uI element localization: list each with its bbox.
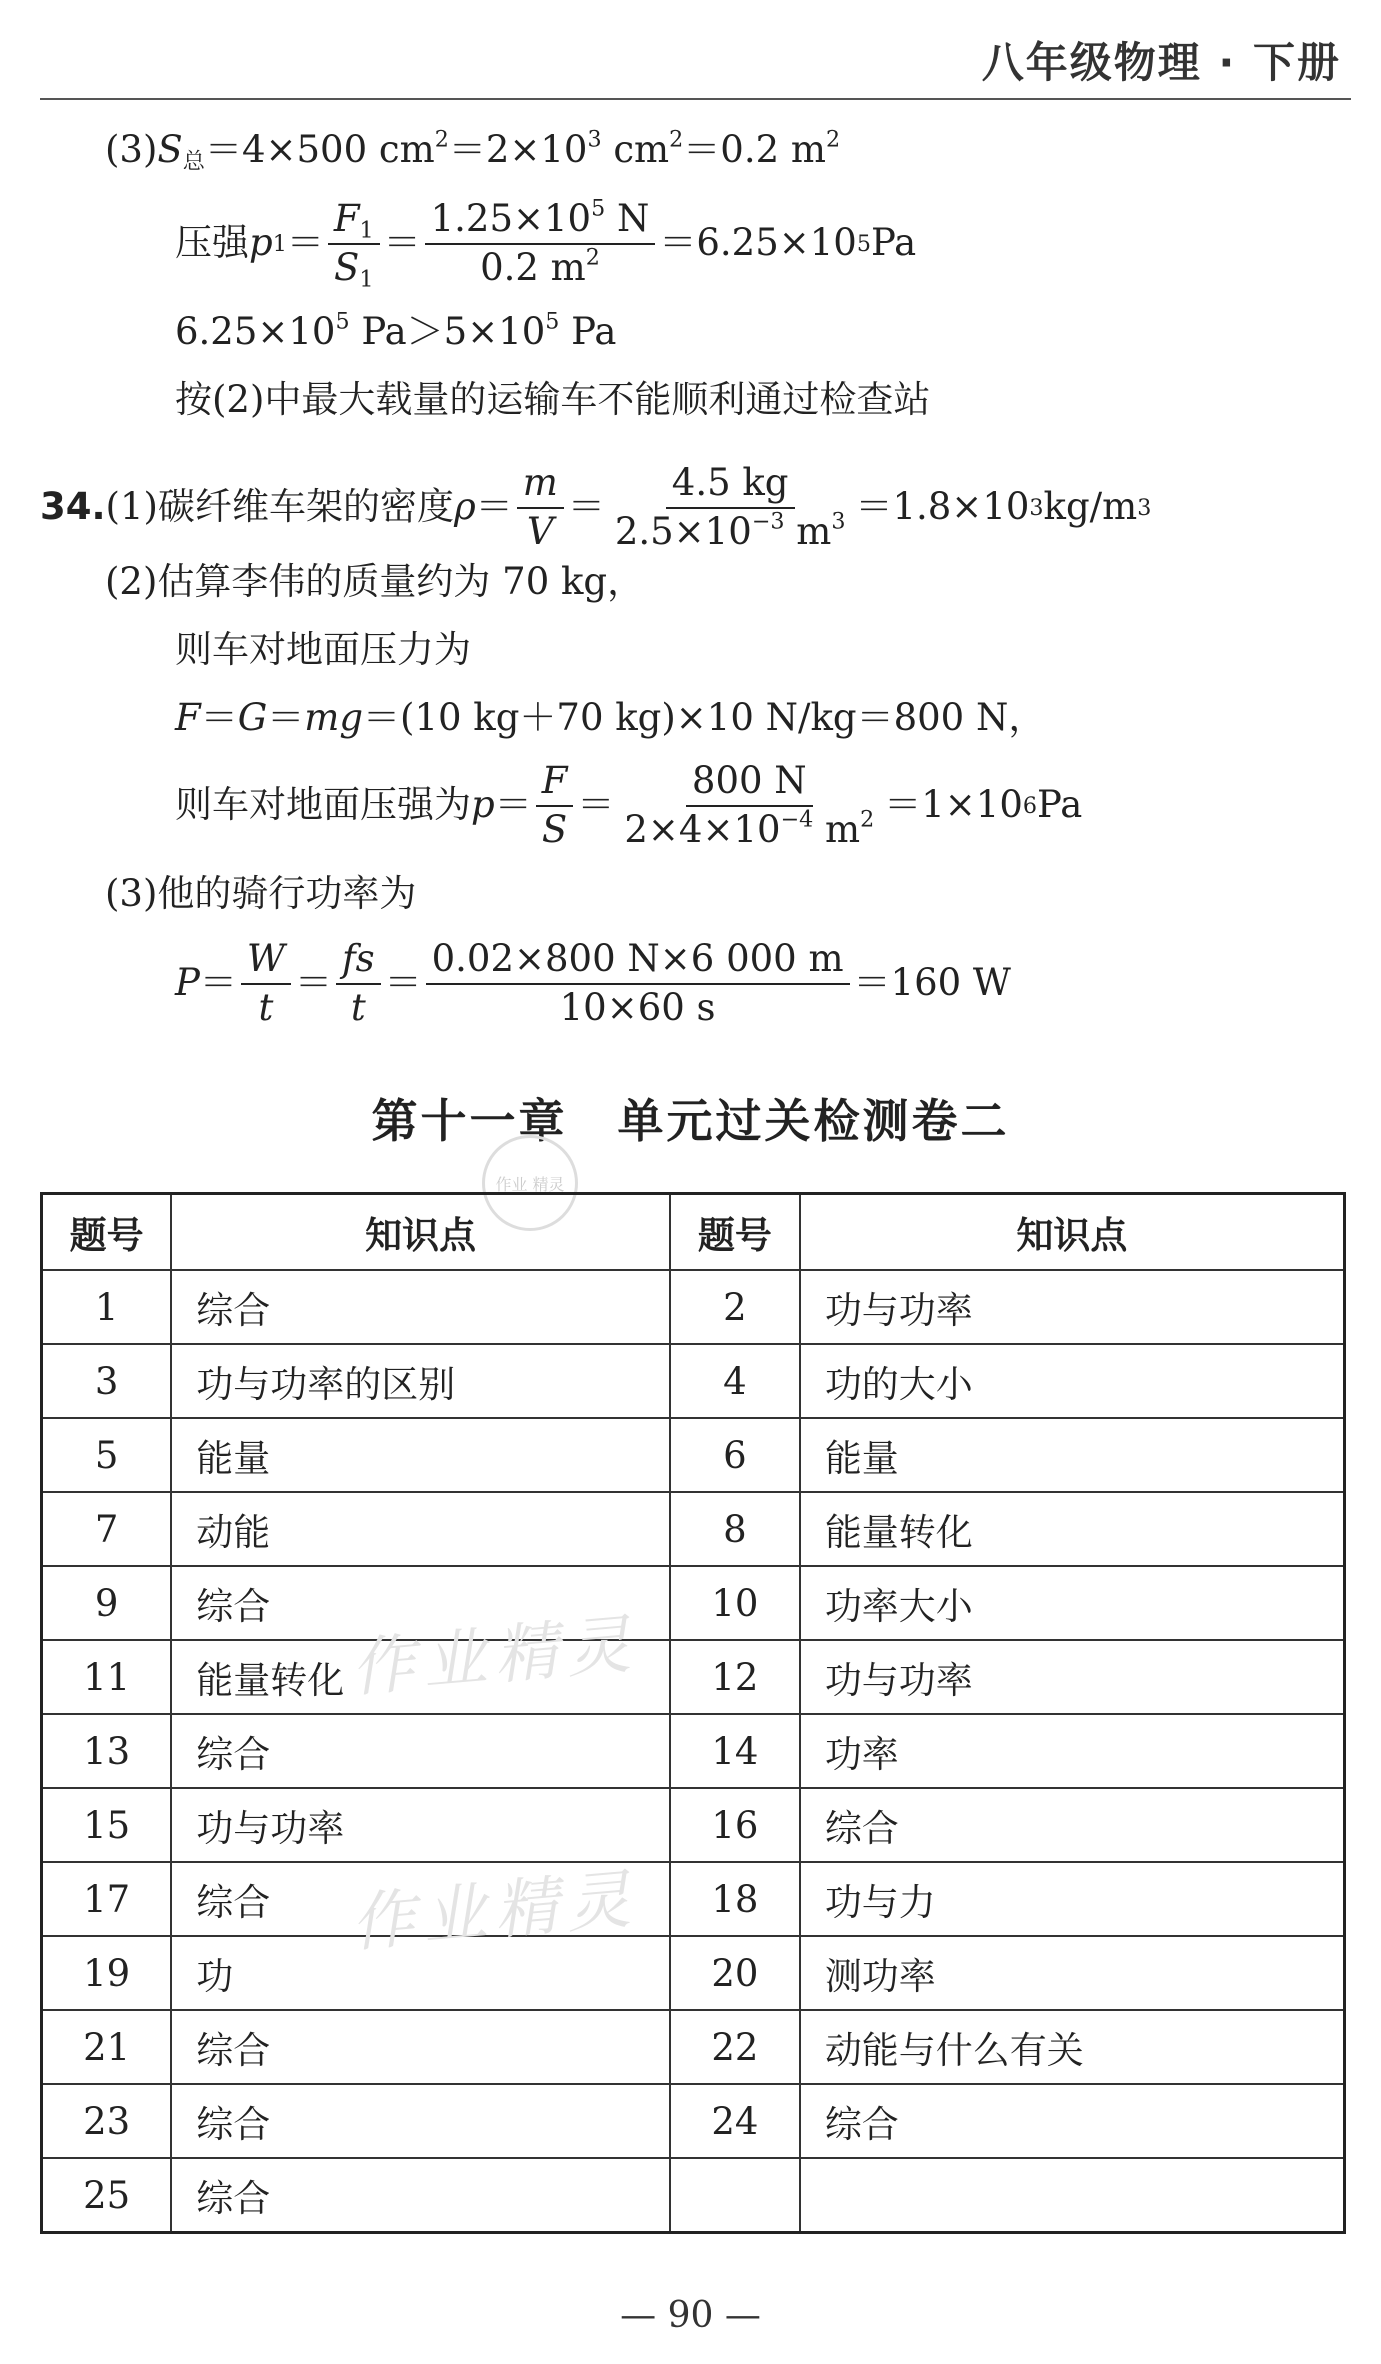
header-point: 知识点 [800,1194,1345,1271]
fraction: $\frac{1.25\times 10^5 N}{0.2 m^2}$ [425,198,656,289]
num: 0.02×800 N×6 000 m [426,938,850,985]
question-number-cell: 21 [42,2010,172,2084]
var-p: p [471,783,495,827]
expr: ＝(10 kg＋70 kg)×10 N/kg＝800 N， [363,696,1046,739]
watermark-text: 作业精灵 [347,1607,642,1707]
var-fs: fs [341,937,375,980]
var-v: V [526,509,554,553]
question-number-cell: 15 [42,1788,172,1862]
question-number-cell: 20 [670,1936,800,2010]
fraction [536,760,574,851]
q33-p3-line2: 压强 p 1 ＝ $\frac{F_1}{S_1}$ ＝ $\frac{1.25\times 10^5 N}{0.2 m^2}$ ＝6.25×10 5 Pa [175,195,917,293]
part-label: (3) [105,128,158,171]
fraction [241,938,291,1029]
q34-p2-line2: 则车对地面压力为 [175,628,471,671]
question-number-cell: 24 [670,2084,800,2158]
knowledge-point-cell: 能量 [171,1418,670,1492]
knowledge-point-cell: 功 [171,1936,670,2010]
exp: −4 [780,806,814,833]
table-row [42,1714,1345,1788]
table-row [42,1418,1345,1492]
page-number: — 90 — [620,2295,761,2336]
den: 2.5×10 [614,509,752,553]
knowledge-point-cell: 能量转化 [800,1492,1345,1566]
result: ＝160 W [853,961,1011,1005]
question-number-cell: 12 [670,1640,800,1714]
unit: kg/m [1043,485,1138,529]
var-g: G [237,696,268,739]
knowledge-point-cell: 动能 [171,1492,670,1566]
num: 4.5 kg [666,462,795,509]
var-s: S [333,245,360,289]
q34-p3-line2: P ＝ $\frac{W}{t}$ ＝ $\frac{fs}{t}$ ＝ $\frac{0.02\times 800 N\times 6 000 m}{10\times 60 s}$ ＝160 W [175,937,1011,1029]
var-w: W [246,937,285,980]
question-number-cell: 22 [670,2010,800,2084]
table-row [42,1862,1345,1936]
knowledge-point-cell: 能量 [800,1418,1345,1492]
question-number-cell: 1 [42,1270,172,1344]
expr: Pa [559,310,617,353]
question-number-cell: 25 [42,2158,172,2233]
knowledge-point-cell: 功与功率 [800,1270,1345,1344]
knowledge-point-table [40,1192,1346,2234]
fraction: $\frac{F_1}{S_1}$ [328,198,380,289]
question-number-cell: 8 [670,1492,800,1566]
knowledge-point-cell: 综合 [171,2084,670,2158]
fraction [336,938,381,1029]
unit: N [605,197,650,240]
knowledge-point-cell: 功的大小 [800,1344,1345,1418]
question-number-cell: 3 [42,1344,172,1418]
expr: ＝2×10 [448,128,588,171]
var-s: S [157,128,183,171]
num: 800 N [686,760,813,807]
book-title: 八年级物理 · 下册 [981,38,1341,87]
question-number-cell: 11 [42,1640,172,1714]
expr: ＝0.2 m [683,128,826,171]
text: 则车对地面压强为 [175,783,471,827]
test-title: 单元过关检测卷二 [617,1094,1010,1148]
question-number-cell: 17 [42,1862,172,1936]
question-number-cell: 13 [42,1714,172,1788]
var-rho: ρ [453,485,476,529]
sub-total: 总 [182,148,205,175]
knowledge-point-cell: 综合 [171,2158,670,2233]
var-s: S [541,807,568,851]
table-row [42,2158,1345,2233]
expr: ＝4×500 cm [204,128,435,171]
table-row [42,1640,1345,1714]
expr: cm [601,128,670,171]
q33-p3-conclusion: 按(2)中最大载量的运输车不能顺利通过检查站 [175,378,931,421]
q34-p2-line1: (2)估算李伟的质量约为 70 kg， [105,560,645,603]
unit: m [813,807,861,851]
q33-p3-line3: $6.25\times 10^5$ $Pa>5\times 10^5$ Pa [175,308,617,353]
var-f: F [541,759,568,802]
result: ＝6.25×10 [659,221,857,265]
question-number-cell: 23 [42,2084,172,2158]
fraction: $\frac{4.5 kg}{2.5\times 10^{-3} m^3}$ [614,461,846,553]
var-m: m [522,461,558,504]
table-row [42,2010,1345,2084]
page-header [40,0,1351,100]
watermark-text: 作业精灵 [347,1862,642,1962]
unit: Pa [1037,783,1083,827]
question-number-cell: 16 [670,1788,800,1862]
result: ＝1×10 [884,783,1023,827]
question-number: 34. [40,485,106,529]
knowledge-point-cell: 综合 [800,1788,1345,1862]
q33-p3-line1: $(3)S_总=4\times 500$ $cm^2=2\times 10^3$ $cm^2=0.2$ $m^2$ [105,126,841,175]
knowledge-point-cell: 综合 [171,2010,670,2084]
question-number-cell: 10 [670,1566,800,1640]
question-number-cell: 14 [670,1714,800,1788]
knowledge-point-cell: 综合 [171,1862,670,1936]
header-qnum: 题号 [670,1194,800,1271]
knowledge-point-cell: 功与功率的区别 [171,1344,670,1418]
num: 1.25×10 [430,197,592,240]
question-number-cell: 9 [42,1566,172,1640]
q34-p3-line1: (3)他的骑行功率为 [105,872,417,915]
knowledge-point-cell: 功率大小 [800,1566,1345,1640]
chapter-label: 第十一章 [371,1094,568,1148]
knowledge-point-cell: 综合 [171,1566,670,1640]
question-number-cell: 7 [42,1492,172,1566]
expr: Pa＞5×10 [349,310,546,353]
exp: −3 [751,508,785,535]
den: 10×60 s [559,985,716,1029]
question-number-cell: 18 [670,1862,800,1936]
eq: ＝ [286,221,324,265]
question-number-cell: 6 [670,1418,800,1492]
den: 0.2 m [480,245,586,289]
question-number-cell [670,2158,800,2233]
fraction: $\frac{800 N}{2\times 4\times 10^{-4} m^2}$ [624,759,875,851]
q34-p1: 34. (1)碳纤维车架的密度 ρ ＝ $\frac{m}{V}$ ＝ $\frac{4.5 kg}{2.5\times 10^{-3} m^3}$ ＝1.8×10 3 kg/m 3 [40,461,1152,553]
q34-p2-line3: F＝G＝mg＝(10 kg＋70 kg)×10 N/kg＝800 N， [175,696,1046,739]
text: (1)碳纤维车架的密度 [105,485,454,529]
table-row [42,2084,1345,2158]
knowledge-point-cell: 动能与什么有关 [800,2010,1345,2084]
result: ＝1.8×10 [855,485,1030,529]
question-number-cell: 5 [42,1418,172,1492]
header-point: 知识点 [171,1194,670,1271]
var-f: F [333,197,360,240]
question-number-cell: 19 [42,1936,172,2010]
knowledge-point-cell: 功与力 [800,1862,1345,1936]
knowledge-point-cell: 测功率 [800,1936,1345,2010]
var-f: F [175,696,201,739]
var-t: t [350,985,366,1029]
var-p: P [175,961,200,1005]
expr: 6.25×10 [175,310,336,353]
knowledge-point-cell: 功率 [800,1714,1345,1788]
den: 2×4×10 [624,807,781,851]
knowledge-point-cell: 功与功率 [171,1788,670,1862]
knowledge-point-cell [800,2158,1345,2233]
table-row [42,1492,1345,1566]
table-row [42,1936,1345,2010]
knowledge-point-cell: 综合 [171,1270,670,1344]
var-mg: mg [304,696,364,739]
fraction [426,938,850,1029]
table-row [42,1566,1345,1640]
q34-p2-line4: 则车对地面压强为 p ＝ $\frac{F}{S}$ ＝ $\frac{800 N}{2\times 4\times 10^{-4} m^2}$ ＝1×10 6 Pa [175,759,1083,851]
var-p: p [249,221,273,265]
knowledge-point-cell: 综合 [171,1714,670,1788]
unit: Pa [870,221,917,265]
header-qnum: 题号 [42,1194,172,1271]
knowledge-point-cell: 功与功率 [800,1640,1345,1714]
fraction [517,462,564,553]
question-number-cell: 4 [670,1344,800,1418]
unit: m [784,509,832,553]
table-row [42,1788,1345,1862]
table-row [42,1344,1345,1418]
knowledge-point-cell: 能量转化 [171,1640,670,1714]
section-title [0,1085,1381,1151]
question-number-cell: 2 [670,1270,800,1344]
text: 压强 [175,221,249,265]
eq: ＝ [383,221,421,265]
knowledge-point-cell: 综合 [800,2084,1345,2158]
table-row [42,1270,1345,1344]
table-header-row [42,1194,1345,1271]
var-t: t [258,985,274,1029]
watermark-stamp: 作业 精灵 [482,1135,578,1231]
